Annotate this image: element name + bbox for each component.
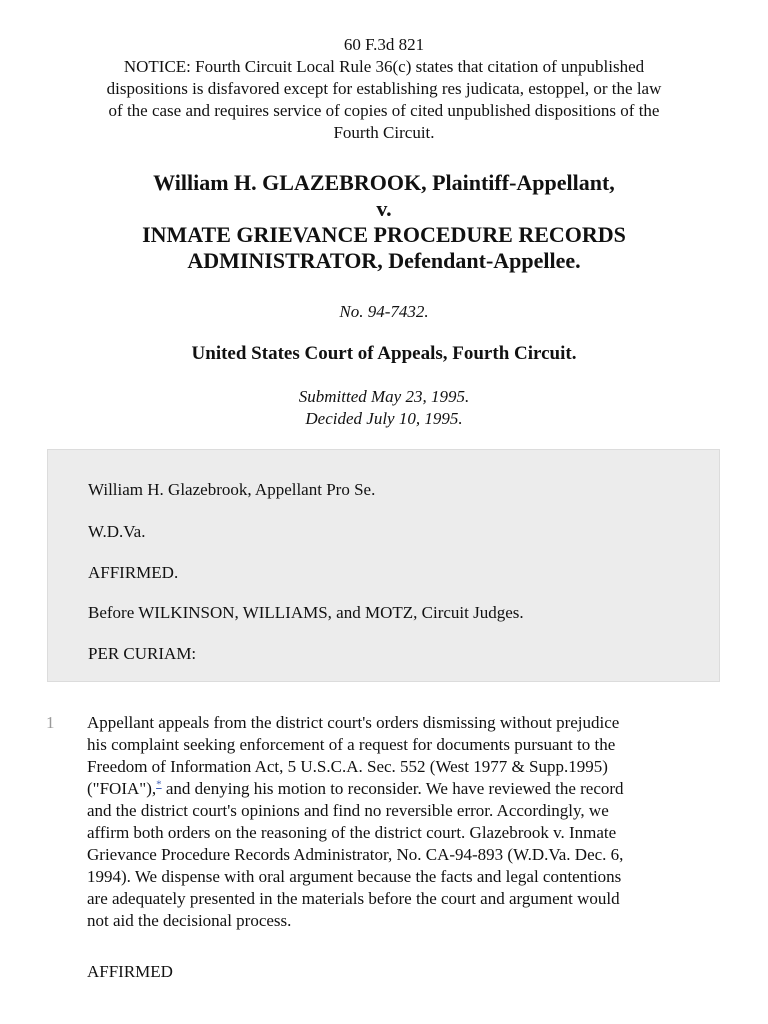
notice-line: Fourth Circuit. — [333, 123, 435, 142]
footnote-link[interactable]: * — [156, 778, 162, 791]
closing-disposition: AFFIRMED — [87, 962, 173, 981]
opinion-line: his complaint seeking enforcement of a request for documents pursuant to the — [87, 735, 616, 754]
counsel: William H. Glazebrook, Appellant Pro Se. — [88, 480, 376, 499]
opinion-paragraph — [87, 712, 727, 932]
opinion-line: Freedom of Information Act, 5 U.S.C.A. Sec. 552 (West 1977 & Supp.1995) — [87, 757, 608, 776]
court-name: United States Court of Appeals, Fourth Circuit. — [191, 343, 577, 364]
panel: Before WILKINSON, WILLIAMS, and MOTZ, Circuit Judges. — [88, 603, 524, 622]
docket-number: No. 94-7432. — [339, 302, 429, 321]
case-metadata-box — [47, 449, 720, 682]
notice-line: of the case and requires service of copies of cited unpublished dispositions of the — [108, 101, 660, 120]
opinion-line-with-footnote — [87, 778, 727, 800]
defendant-name: INMATE GRIEVANCE PROCEDURE RECORDS — [142, 222, 626, 247]
opinion-line: Appellant appeals from the district court's orders dismissing without prejudice — [87, 713, 620, 732]
opinion-line: affirm both orders on the reasoning of the district court. Glazebrook v. Inmate — [87, 823, 617, 842]
opinion-line: 1994). We dispense with oral argument because the facts and legal contentions — [87, 867, 622, 886]
decided-date: Decided July 10, 1995. — [305, 409, 463, 428]
submitted-date: Submitted May 23, 1995. — [298, 387, 470, 406]
opinion-text: and denying his motion to reconsider. We have reviewed the record — [161, 779, 624, 798]
case-header — [40, 34, 728, 144]
lower-court: W.D.Va. — [88, 522, 146, 541]
notice-line: dispositions is disfavored except for establishing res judicata, estoppel, or the law — [106, 79, 662, 98]
citation: 60 F.3d 821 — [343, 35, 425, 54]
opinion-line: Grievance Procedure Records Administrator, No. CA-94-893 (W.D.Va. Dec. 6, — [87, 845, 624, 864]
defendant-role: ADMINISTRATOR, Defendant-Appellee. — [187, 248, 581, 273]
opinion-line: and the district court's opinions and find no reversible error. Accordingly, we — [87, 801, 609, 820]
disposition: AFFIRMED. — [88, 563, 179, 582]
opinion-author: PER CURIAM: — [88, 644, 197, 663]
opinion-line: are adequately presented in the materials before the court and argument would — [87, 889, 620, 908]
opinion-line: not aid the decisional process. — [87, 911, 292, 930]
plaintiff-name: William H. GLAZEBROOK, Plaintiff-Appellant, — [153, 170, 615, 195]
notice-line: NOTICE: Fourth Circuit Local Rule 36(c) states that citation of unpublished — [123, 57, 645, 76]
case-caption — [40, 170, 728, 274]
paragraph-number: 1 — [46, 713, 55, 732]
case-dates — [40, 386, 728, 430]
versus: v. — [376, 196, 392, 221]
opinion-text: ("FOIA"), — [87, 779, 157, 798]
